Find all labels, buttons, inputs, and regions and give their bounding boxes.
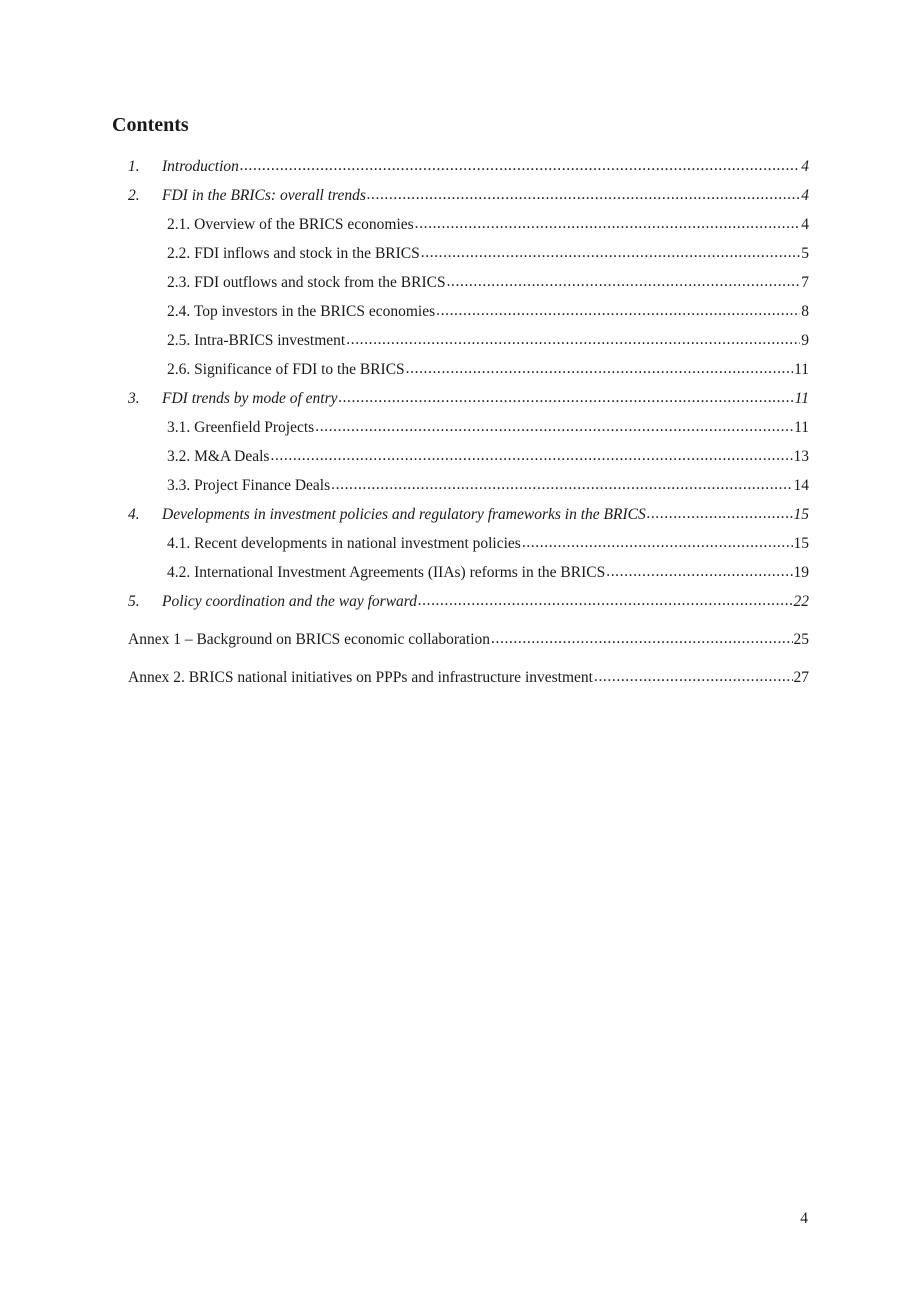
- dot-leader: [346, 329, 800, 351]
- toc-entry[interactable]: [128, 156, 809, 185]
- toc-entry-page: 11: [794, 419, 809, 436]
- toc-entry[interactable]: [128, 475, 809, 504]
- toc-entry-title: 3.1. Greenfield Projects: [167, 419, 315, 436]
- toc-entry-title: Annex 1 – Background on BRICS economic collaboration: [128, 631, 491, 648]
- toc-entry[interactable]: [128, 504, 809, 533]
- dot-leader: [436, 300, 800, 322]
- toc-entry-title: 2.4. Top investors in the BRICS economies: [167, 303, 436, 320]
- toc-entry-page: 8: [801, 303, 809, 320]
- dot-leader: [270, 445, 792, 467]
- toc-entry-title: 3.2. M&A Deals: [167, 448, 270, 465]
- dot-leader: [367, 184, 800, 206]
- toc-entry-title: FDI in the BRICs: overall trends: [162, 187, 366, 204]
- toc-entry[interactable]: [128, 272, 809, 301]
- dot-leader: [491, 628, 792, 650]
- toc-entry-page: 4: [801, 216, 809, 233]
- dot-leader: [240, 155, 800, 177]
- toc-entry-page: 14: [793, 477, 809, 494]
- toc-entry[interactable]: [128, 562, 809, 591]
- toc-entry-page: 5: [801, 245, 809, 262]
- toc-entry-page: 22: [793, 593, 809, 610]
- toc-entry-number: 4.: [128, 506, 140, 523]
- toc-entry-page: 11: [794, 390, 809, 407]
- toc-entry[interactable]: [128, 533, 809, 562]
- toc-entry[interactable]: [128, 214, 809, 243]
- toc-entry-title: 2.6. Significance of FDI to the BRICS: [167, 361, 405, 378]
- dot-leader: [522, 532, 793, 554]
- toc-entry-page: 15: [793, 535, 809, 552]
- toc-entry[interactable]: [128, 629, 809, 658]
- toc-entry[interactable]: [128, 446, 809, 475]
- toc-entry-number: 1.: [128, 158, 140, 175]
- dot-leader: [331, 474, 792, 496]
- toc-entry-title: Developments in investment policies and regulatory frameworks in the BRICS: [162, 506, 646, 523]
- toc-entry[interactable]: [128, 417, 809, 446]
- toc-entry-title: Annex 2. BRICS national initiatives on PPPs and infrastructure investment: [128, 669, 593, 686]
- toc-entry-number: 2.: [128, 187, 140, 204]
- dot-leader: [406, 358, 793, 380]
- toc-entry-title: FDI trends by mode of entry: [162, 390, 338, 407]
- dot-leader: [447, 271, 801, 293]
- toc-entry[interactable]: [128, 388, 809, 417]
- toc-entry[interactable]: [128, 185, 809, 214]
- toc-entry[interactable]: [128, 330, 809, 359]
- dot-leader: [338, 387, 793, 409]
- toc-entry[interactable]: [128, 359, 809, 388]
- toc-entry-title: 2.5. Intra-BRICS investment: [167, 332, 346, 349]
- toc-entry-page: 4: [801, 187, 809, 204]
- dot-leader: [647, 503, 793, 525]
- dot-leader: [315, 416, 793, 438]
- dot-leader: [418, 590, 792, 612]
- toc-entry-title: 4.2. International Investment Agreements (IIAs) reforms in the BRICS: [167, 564, 606, 581]
- toc-entry-page: 9: [801, 332, 809, 349]
- toc-entry-title: 2.3. FDI outflows and stock from the BRICS: [167, 274, 446, 291]
- toc-entry-title: 3.3. Project Finance Deals: [167, 477, 331, 494]
- dot-leader: [421, 242, 801, 264]
- toc-entry-page: 15: [793, 506, 809, 523]
- toc-entry-page: 4: [801, 158, 809, 175]
- toc-entry-title: Introduction: [162, 158, 239, 175]
- toc-entry-number: 3.: [128, 390, 140, 407]
- dot-leader: [606, 561, 792, 583]
- dot-leader: [415, 213, 801, 235]
- toc-entry[interactable]: [128, 667, 809, 696]
- contents-heading: Contents: [112, 114, 189, 136]
- toc-entry[interactable]: [128, 301, 809, 330]
- toc-entry-title: 4.1. Recent developments in national investment policies: [167, 535, 521, 552]
- toc-entry[interactable]: [128, 243, 809, 272]
- toc-entry-title: Policy coordination and the way forward: [162, 593, 418, 610]
- toc-entry[interactable]: [128, 591, 809, 620]
- toc-entry-page: 11: [794, 361, 809, 378]
- toc-entry-page: 27: [793, 669, 809, 686]
- toc-entry-page: 13: [793, 448, 809, 465]
- table-of-contents: [128, 156, 809, 696]
- toc-entry-page: 19: [793, 564, 809, 581]
- toc-entry-page: 25: [793, 631, 809, 648]
- dot-leader: [594, 666, 793, 688]
- page-number: 4: [800, 1210, 808, 1227]
- toc-entry-title: 2.1. Overview of the BRICS economies: [167, 216, 414, 233]
- toc-entry-title: 2.2. FDI inflows and stock in the BRICS: [167, 245, 420, 262]
- toc-entry-number: 5.: [128, 593, 140, 610]
- toc-entry-page: 7: [801, 274, 809, 291]
